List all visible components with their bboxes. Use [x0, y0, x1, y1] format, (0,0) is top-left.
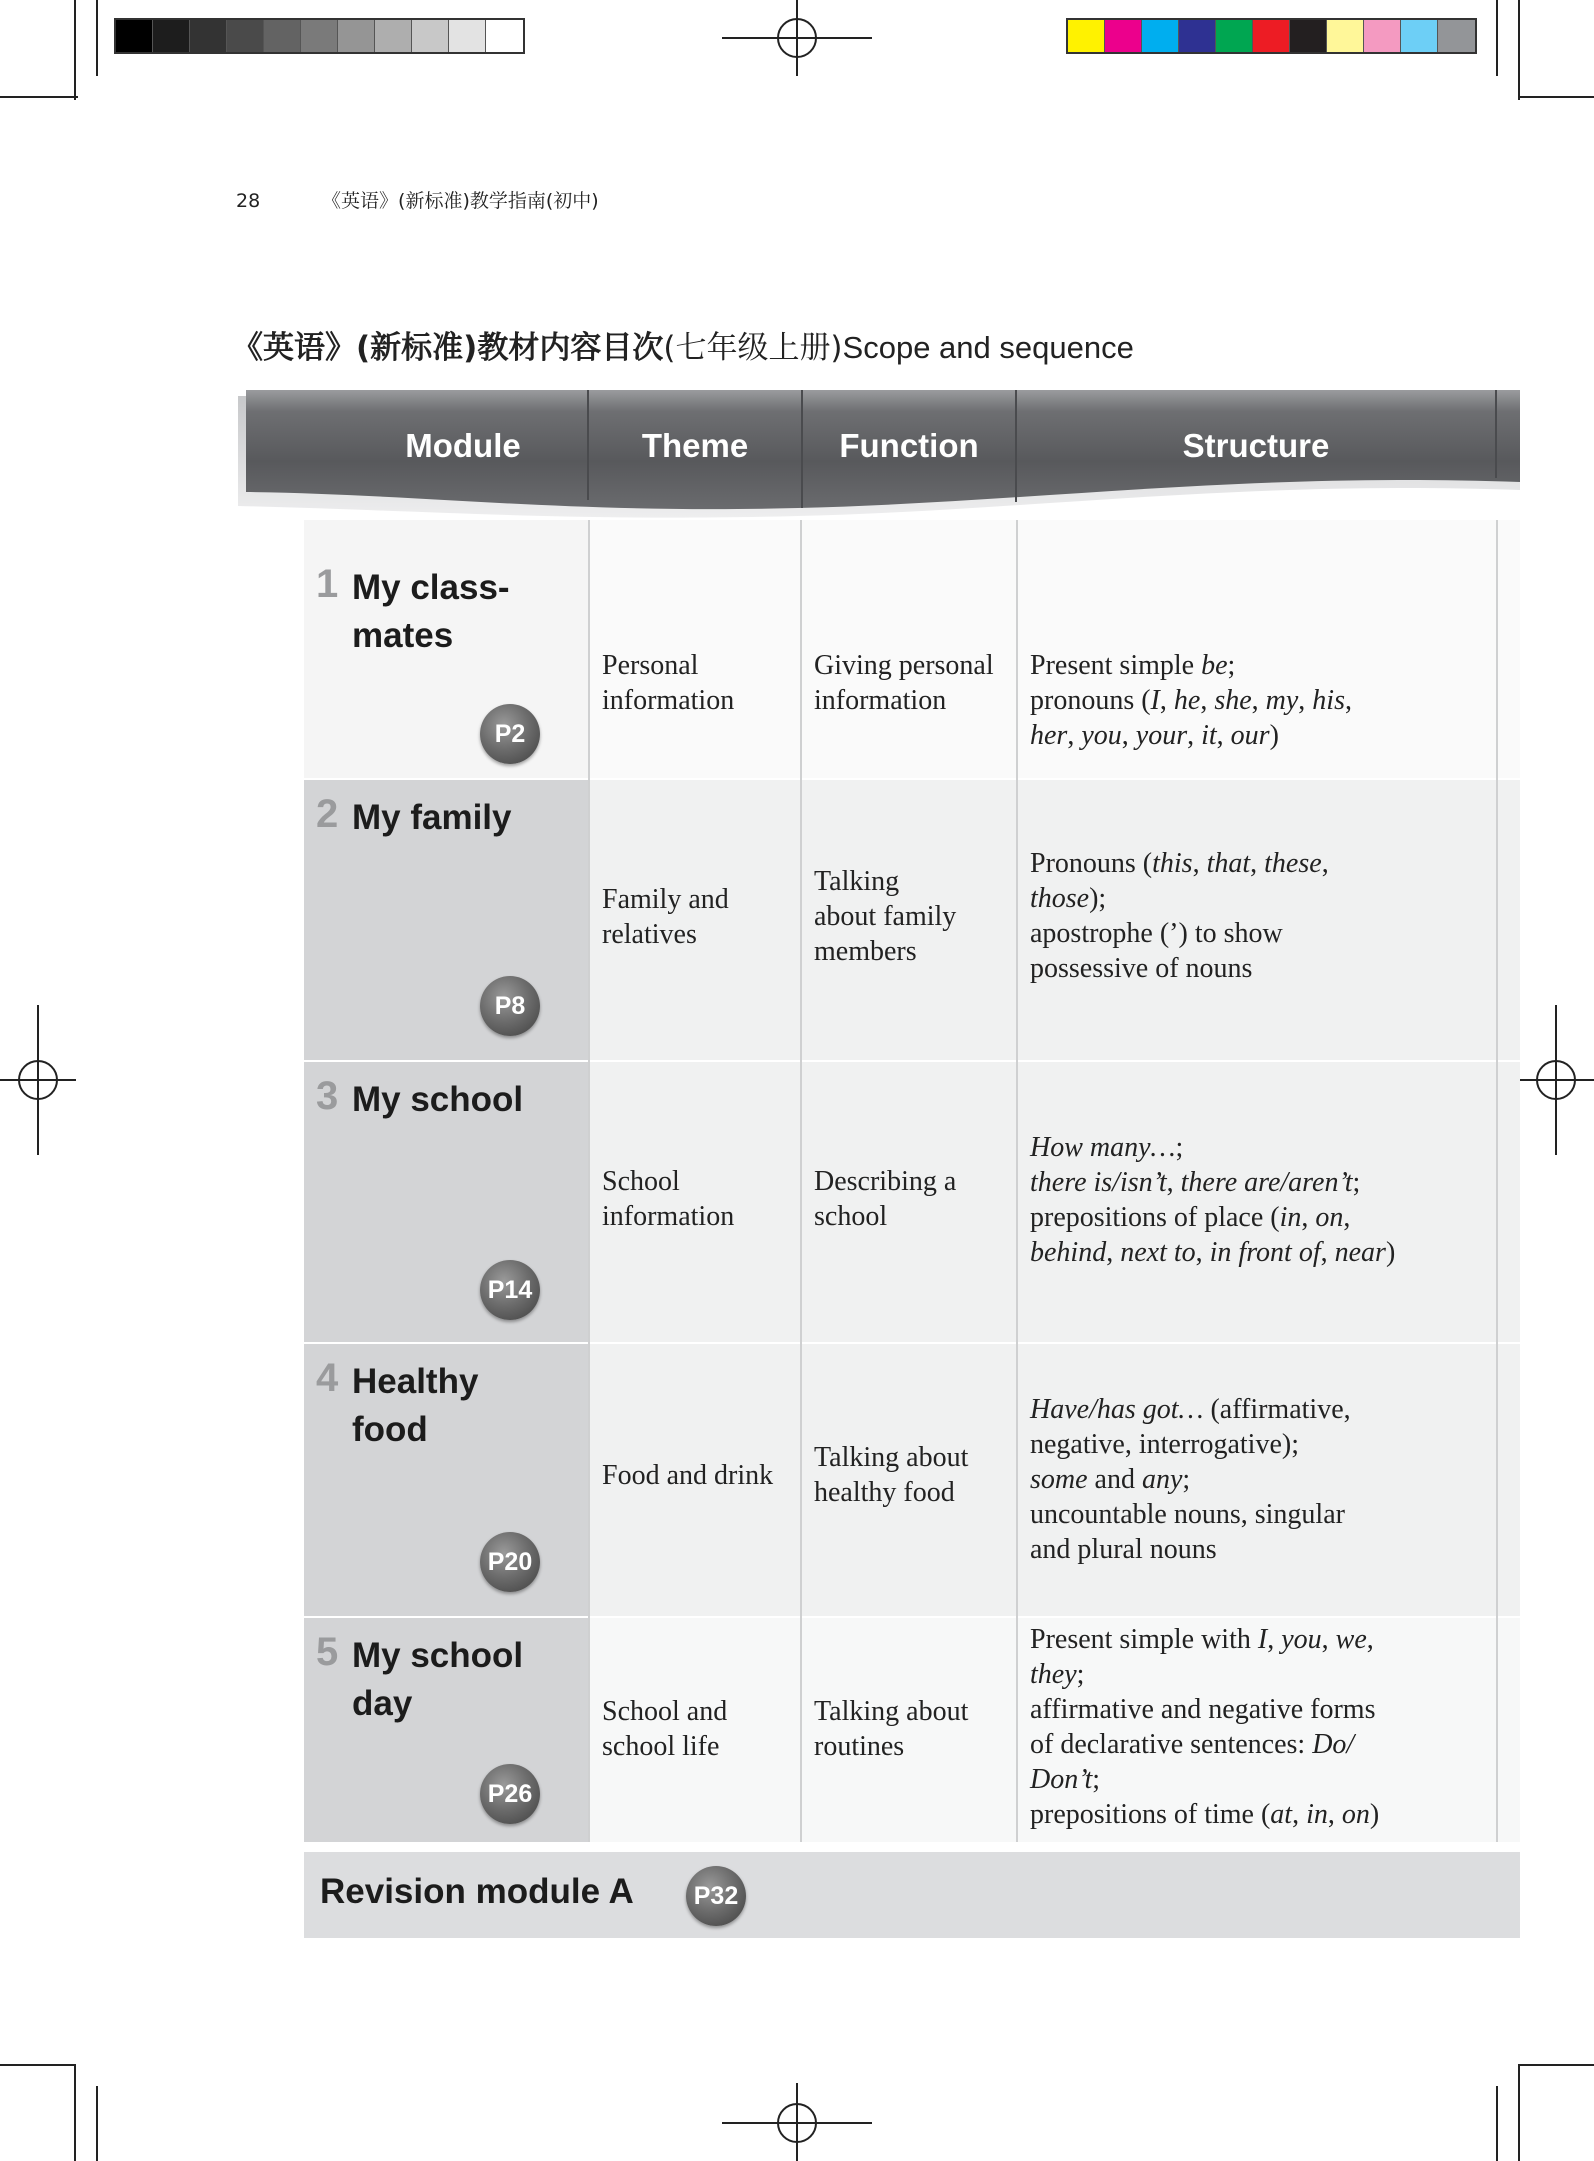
page-badge: P26 — [480, 1764, 540, 1824]
page-badge: P2 — [480, 704, 540, 764]
crop-mark — [1518, 2064, 1520, 2161]
color-swatch — [1142, 20, 1179, 52]
module-number: 4 — [316, 1356, 339, 1400]
color-swatch — [1290, 20, 1327, 52]
color-swatch — [227, 20, 264, 52]
crop-mark — [96, 2086, 98, 2161]
module-name: Healthy food — [352, 1362, 479, 1449]
color-swatch — [301, 20, 338, 52]
crop-mark — [1518, 2064, 1594, 2066]
color-swatch — [1068, 20, 1105, 52]
module-cell — [304, 1618, 588, 1842]
revision-label: Revision module A — [320, 1872, 634, 1911]
crop-mark — [1496, 2086, 1498, 2161]
color-swatch — [1216, 20, 1253, 52]
table-row — [304, 780, 1520, 1060]
color-swatch — [1327, 20, 1364, 52]
theme-cell: School information — [602, 1166, 735, 1232]
theme-cell: Food and drink — [602, 1460, 774, 1491]
color-swatch — [375, 20, 412, 52]
table-row — [304, 1062, 1520, 1342]
module-cell — [304, 1062, 588, 1342]
color-swatch — [1438, 20, 1475, 52]
column-divider — [1496, 520, 1498, 1842]
crop-mark — [74, 2064, 76, 2161]
color-swatch — [1364, 20, 1401, 52]
column-header-module: Module — [405, 427, 521, 464]
registration-mark — [722, 2011, 872, 2161]
column-divider — [800, 520, 802, 1842]
grayscale-swatch-bar — [114, 18, 525, 54]
module-number: 5 — [316, 1630, 339, 1674]
column-divider — [1016, 520, 1018, 1842]
crop-mark — [1518, 0, 1520, 100]
crop-mark — [1518, 96, 1594, 98]
crop-mark — [74, 0, 76, 100]
column-header-structure: Structure — [1182, 427, 1330, 464]
color-swatch — [190, 20, 227, 52]
module-cell — [304, 780, 588, 1060]
color-swatch — [153, 20, 190, 52]
structure-cell: Present simple with I, you, we, they; affirmative and negative forms of declarative sentences: Do/ Don’t; prepositions of time (at, in, on) — [1030, 1624, 1380, 1830]
page-badge: P14 — [480, 1260, 540, 1320]
page-number: 28 — [236, 190, 261, 212]
color-swatch-bar — [1066, 18, 1477, 54]
color-swatch — [116, 20, 153, 52]
crop-mark — [0, 2064, 76, 2066]
title-chinese: 《英语》(新标准)教材内容目次 — [232, 330, 664, 366]
structure-cell: Present simple be; pronouns (I, he, she, my, his, her, you, your, it, our) — [1030, 650, 1352, 751]
color-swatch — [412, 20, 449, 52]
table-row — [304, 1618, 1520, 1842]
registration-mark — [0, 1005, 150, 1155]
color-swatch — [1179, 20, 1216, 52]
color-swatch — [1401, 20, 1438, 52]
running-head-text: 《英语》(新标准)教学指南(初中) — [322, 190, 599, 212]
crop-mark — [1496, 0, 1498, 76]
module-cell — [304, 520, 588, 778]
crop-mark — [96, 0, 98, 76]
module-number: 2 — [316, 792, 339, 836]
page-badge: P20 — [480, 1532, 540, 1592]
revision-row — [304, 1852, 1520, 1938]
page-badge: P8 — [480, 976, 540, 1036]
color-swatch — [338, 20, 375, 52]
theme-cell: Personal information — [602, 650, 735, 716]
registration-mark — [722, 0, 872, 150]
table-row — [304, 520, 1520, 778]
color-swatch — [1105, 20, 1142, 52]
page-badge: P32 — [686, 1866, 746, 1926]
function-cell: Describing a school — [814, 1166, 957, 1232]
color-swatch — [264, 20, 301, 52]
structure-cell: How many…; there is/isn’t, there are/aren’t; prepositions of place (in, on, behind, next to, in front of, near) — [1030, 1132, 1396, 1268]
color-swatch — [486, 20, 523, 52]
title-english: Scope and sequence — [842, 330, 1134, 365]
module-name: My class- mates — [352, 568, 510, 655]
color-swatch — [449, 20, 486, 52]
module-name: My school — [352, 1080, 524, 1119]
crop-mark — [0, 96, 78, 98]
structure-cell: Have/has got… (affirmative, negative, interrogative); some and any; uncountable nouns, singular and plural nouns — [1030, 1394, 1351, 1565]
module-name: My school day — [352, 1636, 524, 1723]
function-cell: Talking about healthy food — [814, 1442, 969, 1508]
table-header — [238, 390, 1520, 540]
table-row — [304, 1344, 1520, 1616]
running-head — [236, 186, 599, 213]
page-title — [232, 322, 1134, 367]
function-cell: Talking about family members — [814, 866, 957, 967]
function-cell: Talking about routines — [814, 1696, 969, 1762]
theme-cell: Family and relatives — [602, 884, 729, 950]
module-cell — [304, 1344, 588, 1616]
function-cell: Giving personal information — [814, 650, 994, 716]
column-header-theme: Theme — [641, 427, 749, 464]
module-number: 3 — [316, 1074, 339, 1118]
title-grade: (七年级上册) — [663, 330, 843, 366]
color-swatch — [1253, 20, 1290, 52]
module-name: My family — [352, 798, 512, 837]
theme-cell: School and school life — [602, 1696, 728, 1762]
column-divider — [588, 520, 590, 1842]
column-header-function: Function — [839, 427, 979, 464]
module-number: 1 — [316, 562, 339, 606]
structure-cell: Pronouns (this, that, these, those); apostrophe (’) to show possessive of nouns — [1030, 848, 1329, 984]
